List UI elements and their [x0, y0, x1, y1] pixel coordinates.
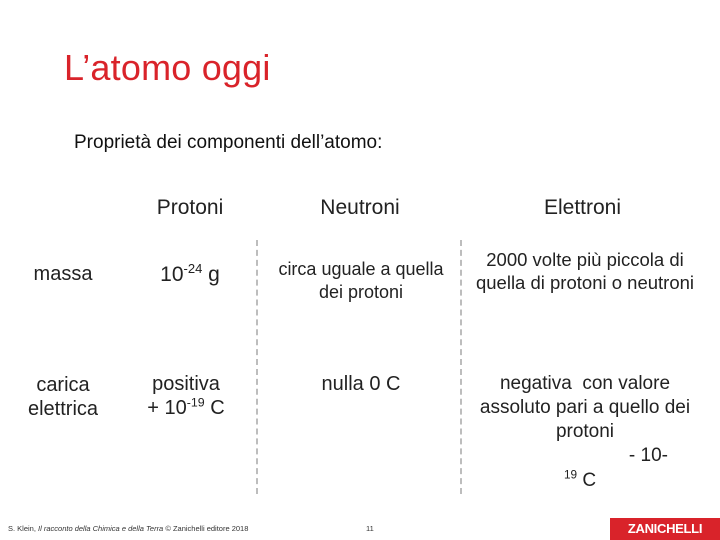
cell-massa-neutroni: circa uguale a quella dei protoni — [278, 259, 444, 302]
slide-title: L’atomo oggi — [64, 47, 271, 88]
column-divider — [256, 240, 258, 494]
cell-massa-elettroni: 2000 volte più piccola di quella di protoni o neutroni — [475, 249, 695, 294]
charge-value — [122, 396, 250, 420]
charge-exponent: -19 — [186, 395, 205, 410]
electron-charge-exponent: 19 — [564, 468, 578, 482]
cell-massa-protoni — [130, 262, 250, 288]
publisher-logo: ZANICHELLI — [610, 518, 720, 540]
row-header-line: carica — [36, 374, 90, 396]
page-number: 11 — [366, 524, 374, 533]
cell-carica-neutroni: nulla 0 C — [321, 373, 401, 395]
footer-book-title: Il racconto della Chimica e della Terra — [38, 524, 164, 533]
electron-charge-tail: - 10- — [628, 445, 668, 467]
column-header-elettroni: Elettroni — [543, 196, 622, 219]
electron-charge-text: negativa con valore assoluto pari a quello dei protoni — [479, 373, 696, 443]
charge-sign: positiva — [152, 373, 220, 395]
cell-carica-elettroni — [472, 372, 698, 493]
column-header-neutroni: Neutroni — [320, 196, 400, 219]
footer-author: S. Klein, — [8, 524, 36, 533]
charge-base: + 10 — [147, 397, 187, 419]
charge-unit: C — [210, 397, 225, 419]
footer-credit — [8, 524, 248, 533]
row-header-line: elettrica — [27, 398, 99, 420]
row-header-carica-elettrica — [8, 373, 118, 421]
column-header-protoni: Protoni — [156, 196, 224, 219]
electron-charge-unit: C — [582, 469, 597, 491]
electron-charge-exp-line — [472, 469, 698, 493]
cell-carica-protoni — [122, 372, 250, 420]
mass-unit: g — [208, 263, 220, 286]
column-divider — [460, 240, 462, 494]
row-header-massa: massa — [33, 263, 93, 285]
mass-exponent: -24 — [183, 261, 203, 276]
mass-base: 10 — [160, 263, 184, 286]
footer-publisher: © Zanichelli editore 2018 — [165, 524, 249, 533]
slide-subtitle: Proprietà dei componenti dell’atomo: — [74, 132, 383, 153]
